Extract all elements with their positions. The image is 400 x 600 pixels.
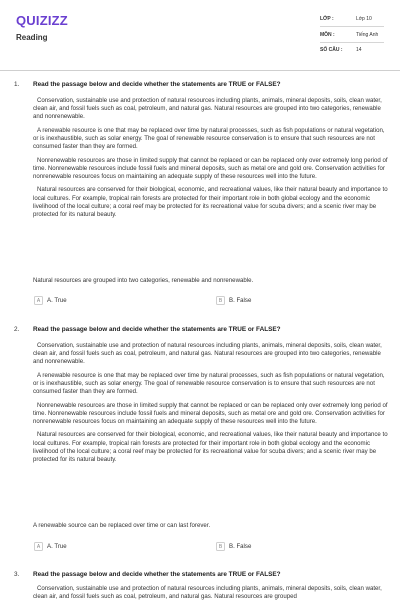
passage-paragraph: Natural resources are conserved for their biological, economic, and recreational values, like their natural beauty and importance to local cultures. For example, tropical rain forests are protected for their important role in both global ecology and the economic livelihood of the local culture; a coral reef may be protected for its recreational value for scuba divers; and a scenic river may be protected for its natural beauty. [33,186,388,218]
question-number: 2. [14,326,20,333]
passage-paragraph: Conservation, sustainable use and protection of natural resources including plants, animals, mineral deposits, soils, clean water, clean air, and fossil fuels such as coal, petroleum, and natural gas. Natural resources are grouped into two categories, renewable and nonrenewable. [33,342,382,366]
option-true[interactable] [34,296,67,305]
question-statement: Natural resources are grouped into two categories, renewable and nonrenewable. [33,277,254,284]
option-letter-box: A [34,542,43,551]
question-number: 3. [14,571,20,578]
passage-paragraph: Nonrenewable resources are those in limited supply that cannot be replaced or can be replaced only over extremely long period of time. Nonrenewable resources include fossil fuels and mineral deposits, such as metal ore and gold ore. Conservation activities for nonrenewable resources focus on maintaining an adequate supply of these resources well into the future. [33,401,388,425]
question-count-label: SỐ CÂU : [320,47,343,53]
option-label: B. False [229,543,252,550]
option-letter-box: B [216,542,225,551]
reading-passage [33,97,390,224]
option-false[interactable] [216,296,251,305]
passage-paragraph: Nonrenewable resources are those in limited supply that cannot be replaced or can be replaced only over extremely long period of time. Nonrenewable resources include fossil fuels and mineral deposits, such as metal ore and gold ore. Conservation activities for nonrenewable resources focus on maintaining an adequate supply of these resources well into the future. [33,156,388,180]
passage-paragraph: A renewable resource is one that may be replaced over time by natural processes, such as fish populations or natural vegetation, or is inexhaustible, such as solar energy. The goal of renewable resource conservation is to ensure that such resources are not consumed faster than they are formed. [33,371,385,396]
meta-divider [320,42,384,43]
worksheet-header [0,0,400,66]
quizizz-logo: QUIZIZZ [16,13,68,28]
meta-divider [320,26,384,27]
option-letter-box: A [34,296,43,305]
grade-value: Lớp 10 [356,16,372,22]
question-statement: A renewable source can be replaced over time or can last forever. [33,522,211,529]
question-title: Read the passage below and decide whether the statements are TRUE or FALSE? [33,326,281,333]
grade-label: LỚP : [320,16,334,22]
option-false[interactable] [216,542,251,551]
course-label: MÔN : [320,32,335,38]
passage-paragraph: Conservation, sustainable use and protection of natural resources including plants, animals, mineral deposits, soils, clean water, clean air, and fossil fuels such as coal, petroleum, and natural gas. Natural resources are grouped [33,585,382,600]
option-true[interactable] [34,542,67,551]
option-label: A. True [47,297,67,304]
header-divider [0,70,400,71]
passage-paragraph: A renewable resource is one that may be replaced over time by natural processes, such as fish populations or natural vegetation, or is inexhaustible, such as solar energy. The goal of renewable resource conservation is to ensure that such resources are not consumed faster than they are formed. [33,126,385,151]
option-letter-box: B [216,296,225,305]
option-label: A. True [47,543,67,550]
worksheet-subject: Reading [16,33,48,42]
reading-passage [33,342,390,469]
question-title: Read the passage below and decide whether the statements are TRUE or FALSE? [33,571,281,578]
question-title: Read the passage below and decide whether the statements are TRUE or FALSE? [33,81,281,88]
option-label: B. False [229,297,252,304]
question-number: 1. [14,81,20,88]
passage-paragraph: Conservation, sustainable use and protection of natural resources including plants, animals, mineral deposits, soils, clean water, clean air, and fossil fuels such as coal, petroleum, and natural gas. Natural resources are grouped into two categories, renewable and nonrenewable. [33,97,382,121]
course-value: Tiếng Anh [356,32,379,38]
passage-paragraph: Natural resources are conserved for their biological, economic, and recreational values, like their natural beauty and importance to local cultures. For example, tropical rain forests are protected for their important role in both global ecology and the economic livelihood of the local culture; a coral reef may be protected for its recreational value for scuba divers; and a scenic river may be protected for its natural beauty. [33,431,388,463]
question-count-value: 14 [356,47,362,53]
reading-passage [33,585,390,600]
